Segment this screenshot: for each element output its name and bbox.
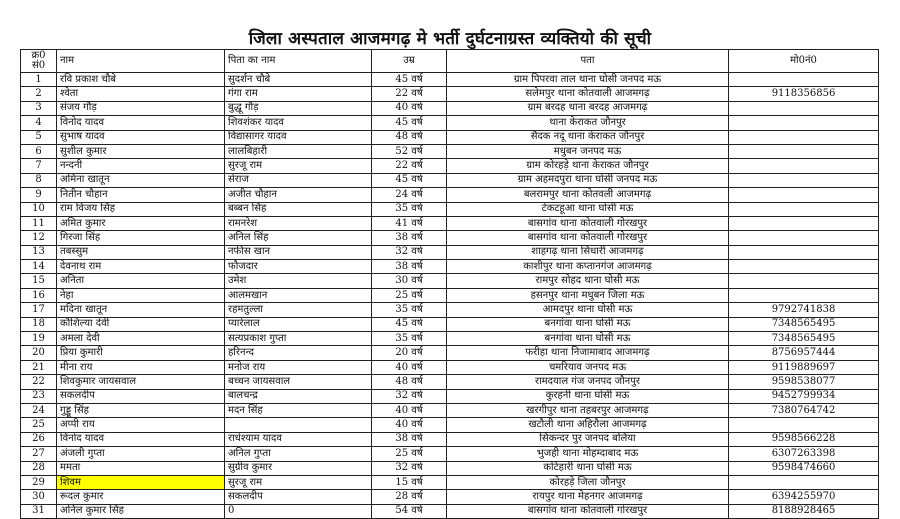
cell-name: प्रिया कुमारी [57, 346, 225, 360]
cell-address: रामदयाल गंज जनपद जौनपुर [447, 375, 729, 389]
cell-address: फरीहा थाना निजामाबाद आजमगढ़ [447, 346, 729, 360]
cell-age: 35 वर्ष [372, 202, 447, 216]
cell-father-name: हरिनन्द [225, 346, 372, 360]
cell-father-name: रामनरेश [225, 216, 372, 230]
cell-age: 45 वर्ष [372, 173, 447, 187]
cell-address: कोरहड़े जिला जौनपुर [447, 475, 729, 489]
table-row [21, 159, 879, 173]
cell-serial: 20 [21, 346, 57, 360]
cell-name: गुड्डू सिंह [57, 403, 225, 417]
cell-name: अनिता [57, 274, 225, 288]
cell-serial: 29 [21, 475, 57, 489]
cell-address: सैदक नदू थाना केराकत जौनपुर [447, 130, 729, 144]
cell-mobile [729, 130, 879, 144]
cell-address: बलरामपुर थाना कोतवली आजमगढ़ [447, 188, 729, 202]
cell-name: शिवम [57, 475, 225, 489]
cell-serial: 23 [21, 389, 57, 403]
cell-address: सलेमपुर थाना कोतवाली आजमगढ़ [447, 87, 729, 101]
table-row [21, 260, 879, 274]
cell-name: देवनाथ राम [57, 260, 225, 274]
cell-age: 30 वर्ष [372, 274, 447, 288]
cell-age: 35 वर्ष [372, 332, 447, 346]
cell-name: विनोद यादव [57, 116, 225, 130]
table-row [21, 375, 879, 389]
cell-serial: 24 [21, 403, 57, 417]
cell-age: 45 वर्ष [372, 116, 447, 130]
table-row [21, 245, 879, 259]
cell-age: 45 वर्ष [372, 73, 447, 87]
cell-serial: 26 [21, 432, 57, 446]
cell-address: भुजही थाना मोहम्दाबाद मऊ [447, 447, 729, 461]
cell-serial: 19 [21, 332, 57, 346]
table-row [21, 144, 879, 158]
table-row [21, 87, 879, 101]
cell-mobile [729, 288, 879, 302]
cell-serial: 16 [21, 288, 57, 302]
cell-mobile: 7380764742 [729, 403, 879, 417]
cell-father-name: गंगा राम [225, 87, 372, 101]
table-row [21, 418, 879, 432]
header-address: पता [447, 50, 729, 73]
table-row [21, 116, 879, 130]
cell-address: बासगांव थाना कोतवाली गोरखपुर [447, 216, 729, 230]
cell-age: 38 वर्ष [372, 260, 447, 274]
cell-age: 15 वर्ष [372, 475, 447, 489]
cell-father-name: सत्यप्रकाश गुप्ता [225, 332, 372, 346]
cell-mobile: 9119889697 [729, 360, 879, 374]
cell-age: 22 वर्ष [372, 87, 447, 101]
cell-address: चमरियाव जनपद मऊ [447, 360, 729, 374]
cell-age: 32 वर्ष [372, 245, 447, 259]
cell-father-name: सकलदीप [225, 490, 372, 504]
cell-mobile [729, 116, 879, 130]
cell-name: कौशिल्या देवी [57, 317, 225, 331]
cell-father-name: राधेश्याम यादव [225, 432, 372, 446]
cell-age: 32 वर्ष [372, 389, 447, 403]
cell-father-name: लालबिहारी [225, 144, 372, 158]
cell-mobile [729, 231, 879, 245]
cell-name: संजय गौड़ [57, 101, 225, 115]
cell-name: अमिना खातून [57, 173, 225, 187]
table-row [21, 231, 879, 245]
cell-age: 40 वर्ष [372, 403, 447, 417]
cell-serial: 15 [21, 274, 57, 288]
cell-serial: 18 [21, 317, 57, 331]
cell-father-name: फौजदार [225, 260, 372, 274]
header-serial-line2: सं0 [31, 60, 46, 71]
table-body [21, 73, 879, 519]
cell-father-name: अजीत चौहान [225, 188, 372, 202]
cell-father-name: सेराज [225, 173, 372, 187]
cell-mobile [729, 274, 879, 288]
cell-mobile [729, 245, 879, 259]
cell-age: 40 वर्ष [372, 101, 447, 115]
cell-address: सिकन्दर पुर जनपद बलिया [447, 432, 729, 446]
cell-address: बासगांव थाना कोतवाली गोरखपुर [447, 504, 729, 518]
table-row [21, 432, 879, 446]
cell-age: 48 वर्ष [372, 375, 447, 389]
cell-age: 38 वर्ष [372, 231, 447, 245]
cell-serial: 13 [21, 245, 57, 259]
cell-age: 25 वर्ष [372, 288, 447, 302]
table-row [21, 188, 879, 202]
cell-name: रवि प्रकाश चौबे [57, 73, 225, 87]
cell-mobile: 9598474660 [729, 461, 879, 475]
cell-name: मदिना खातून [57, 303, 225, 317]
cell-name: सुभाष यादव [57, 130, 225, 144]
cell-mobile [729, 418, 879, 432]
cell-serial: 6 [21, 144, 57, 158]
cell-serial: 22 [21, 375, 57, 389]
table-row [21, 504, 879, 518]
cell-father-name [225, 418, 372, 432]
cell-father-name: मनोज राय [225, 360, 372, 374]
cell-serial: 12 [21, 231, 57, 245]
cell-name: तबस्सुम [57, 245, 225, 259]
cell-mobile [729, 475, 879, 489]
cell-address: शाहगढ़ थाना सिधारी आजमगढ़ [447, 245, 729, 259]
cell-name: ममता [57, 461, 225, 475]
table-row [21, 303, 879, 317]
cell-serial: 25 [21, 418, 57, 432]
cell-address: थाना केराकत जौनपुर [447, 116, 729, 130]
cell-serial: 3 [21, 101, 57, 115]
table-row [21, 447, 879, 461]
document-title: जिला अस्पताल आजमगढ़ मे भर्ती दुर्घटनाग्रस्त व्यक्तियो की सूची [248, 29, 652, 49]
cell-mobile [729, 260, 879, 274]
table-header-row [21, 50, 879, 73]
cell-name: राम विजय सिंह [57, 202, 225, 216]
cell-age: 28 वर्ष [372, 490, 447, 504]
cell-serial: 2 [21, 87, 57, 101]
cell-father-name: नफीस खान [225, 245, 372, 259]
cell-father-name: बालचन्द्र [225, 389, 372, 403]
cell-father-name: विद्यासागर यादव [225, 130, 372, 144]
cell-age: 40 वर्ष [372, 360, 447, 374]
cell-name: अंजली गुप्ता [57, 447, 225, 461]
cell-father-name: सुरजू राम [225, 475, 372, 489]
cell-address: खटौली थाना अहिरौला आजमगढ़ [447, 418, 729, 432]
cell-age: 24 वर्ष [372, 188, 447, 202]
cell-name: सुशील कुमार [57, 144, 225, 158]
cell-name: नितीन चौहान [57, 188, 225, 202]
cell-mobile: 7348565495 [729, 332, 879, 346]
cell-address: रायपुर थाना मेहनगर आजमगढ़ [447, 490, 729, 504]
cell-mobile: 9792741838 [729, 303, 879, 317]
cell-address: आमदपुर थाना घोसी मऊ [447, 303, 729, 317]
cell-mobile: 9452799934 [729, 389, 879, 403]
cell-address: ग्राम पिपरवा ताल थाना घोसी जनपद मऊ [447, 73, 729, 87]
table-row [21, 403, 879, 417]
cell-name: अप्पी राय [57, 418, 225, 432]
cell-mobile [729, 159, 879, 173]
cell-name: अमित कुमार [57, 216, 225, 230]
table-row [21, 490, 879, 504]
cell-mobile: 6394255970 [729, 490, 879, 504]
cell-name: नेहा [57, 288, 225, 302]
cell-age: 38 वर्ष [372, 432, 447, 446]
cell-age: 48 वर्ष [372, 130, 447, 144]
cell-address: बनगांवा थाना घोसी मऊ [447, 317, 729, 331]
cell-serial: 5 [21, 130, 57, 144]
cell-address: ग्राम कोरहड़े थाना केराकत जौनपुर [447, 159, 729, 173]
cell-address: ग्राम बरदह थाना बरदह आजमगढ़ [447, 101, 729, 115]
cell-mobile [729, 202, 879, 216]
cell-address: बनगांवा थाना घोसी मऊ [447, 332, 729, 346]
cell-father-name: अनिल सिंह [225, 231, 372, 245]
cell-age: 40 वर्ष [372, 418, 447, 432]
header-age: उम्र [372, 50, 447, 73]
cell-serial: 4 [21, 116, 57, 130]
cell-name: शिवकुमार जायसवाल [57, 375, 225, 389]
cell-age: 52 वर्ष [372, 144, 447, 158]
cell-address: खरगीपुर थाना तहबरपुर आजमगढ़ [447, 403, 729, 417]
cell-mobile [729, 188, 879, 202]
cell-address: ग्राम अहमदपुरा थाना घोसी जनपद मऊ [447, 173, 729, 187]
cell-name: रूदल कुमार [57, 490, 225, 504]
cell-father-name: आलमखान [225, 288, 372, 302]
cell-address: टेकटहूआ थाना घोसी मऊ [447, 202, 729, 216]
cell-age: 32 वर्ष [372, 461, 447, 475]
cell-serial: 7 [21, 159, 57, 173]
cell-mobile: 9118356856 [729, 87, 879, 101]
table-row [21, 288, 879, 302]
cell-mobile [729, 101, 879, 115]
cell-age: 41 वर्ष [372, 216, 447, 230]
cell-serial: 30 [21, 490, 57, 504]
cell-father-name: सुरजू राम [225, 159, 372, 173]
cell-mobile [729, 216, 879, 230]
cell-address: रामपुर सोहद थाना घोसी मऊ [447, 274, 729, 288]
cell-serial: 17 [21, 303, 57, 317]
cell-name: अमला देवी [57, 332, 225, 346]
table-row [21, 317, 879, 331]
cell-serial: 8 [21, 173, 57, 187]
cell-mobile [729, 73, 879, 87]
header-name: नाम [57, 50, 225, 73]
cell-name: श्वेता [57, 87, 225, 101]
table-row [21, 461, 879, 475]
patients-table [20, 49, 879, 519]
cell-mobile [729, 144, 879, 158]
cell-father-name: प्यारेलाल [225, 317, 372, 331]
cell-name: अनिल कुमार सिंह [57, 504, 225, 518]
cell-father-name: सुग्रीव कुमार [225, 461, 372, 475]
cell-name: गिरजा सिंह [57, 231, 225, 245]
cell-address: कटिहारी थाना घोसी मऊ [447, 461, 729, 475]
cell-mobile: 7348565495 [729, 317, 879, 331]
table-row [21, 101, 879, 115]
cell-address: बासगांव थाना कोतवाली गोरखपुर [447, 231, 729, 245]
table-row [21, 202, 879, 216]
cell-mobile: 8756957444 [729, 346, 879, 360]
cell-father-name: सुदर्शन चौबे [225, 73, 372, 87]
cell-age: 20 वर्ष [372, 346, 447, 360]
cell-mobile: 9598566228 [729, 432, 879, 446]
table-row [21, 216, 879, 230]
cell-serial: 9 [21, 188, 57, 202]
table-row [21, 73, 879, 87]
cell-mobile: 8188928465 [729, 504, 879, 518]
table-row [21, 360, 879, 374]
cell-father-name: मदन सिंह [225, 403, 372, 417]
cell-father-name: उमेश [225, 274, 372, 288]
table-row [21, 346, 879, 360]
table-row [21, 475, 879, 489]
table-row [21, 130, 879, 144]
cell-serial: 27 [21, 447, 57, 461]
table-row [21, 389, 879, 403]
cell-address: मधुबन जनपद मऊ [447, 144, 729, 158]
header-serial [21, 50, 57, 73]
cell-serial: 31 [21, 504, 57, 518]
cell-name: सकलदीप [57, 389, 225, 403]
header-father-name: पिता का नाम [225, 50, 372, 73]
cell-name: नन्दनी [57, 159, 225, 173]
cell-mobile: 9598538077 [729, 375, 879, 389]
cell-age: 45 वर्ष [372, 317, 447, 331]
cell-father-name: बच्चन जायसवाल [225, 375, 372, 389]
table-row [21, 332, 879, 346]
cell-name: मीना राय [57, 360, 225, 374]
cell-father-name: रहमतुल्ला [225, 303, 372, 317]
header-mobile: मो0नं0 [729, 50, 879, 73]
cell-serial: 21 [21, 360, 57, 374]
header-serial-line1: क्र0 [31, 50, 46, 61]
cell-serial: 14 [21, 260, 57, 274]
cell-mobile [729, 173, 879, 187]
table-row [21, 274, 879, 288]
cell-father-name: बुद्धू गौड़ [225, 101, 372, 115]
cell-address: हसनपुर थाना मधुबन जिला मऊ [447, 288, 729, 302]
table-row [21, 173, 879, 187]
cell-mobile: 6307263398 [729, 447, 879, 461]
cell-serial: 10 [21, 202, 57, 216]
cell-address: कुरहनी थाना घोसी मऊ [447, 389, 729, 403]
cell-father-name: बब्बन सिंह [225, 202, 372, 216]
cell-name: विनोद यादव [57, 432, 225, 446]
cell-serial: 1 [21, 73, 57, 87]
cell-age: 25 वर्ष [372, 447, 447, 461]
cell-father-name: 0 [225, 504, 372, 518]
cell-address: काशीपुर थाना कप्तानगंज आजमगढ़ [447, 260, 729, 274]
cell-serial: 11 [21, 216, 57, 230]
cell-age: 35 वर्ष [372, 303, 447, 317]
cell-father-name: शिवशंकर यादव [225, 116, 372, 130]
cell-age: 54 वर्ष [372, 504, 447, 518]
cell-age: 22 वर्ष [372, 159, 447, 173]
cell-father-name: अनिल गुप्ता [225, 447, 372, 461]
cell-serial: 28 [21, 461, 57, 475]
